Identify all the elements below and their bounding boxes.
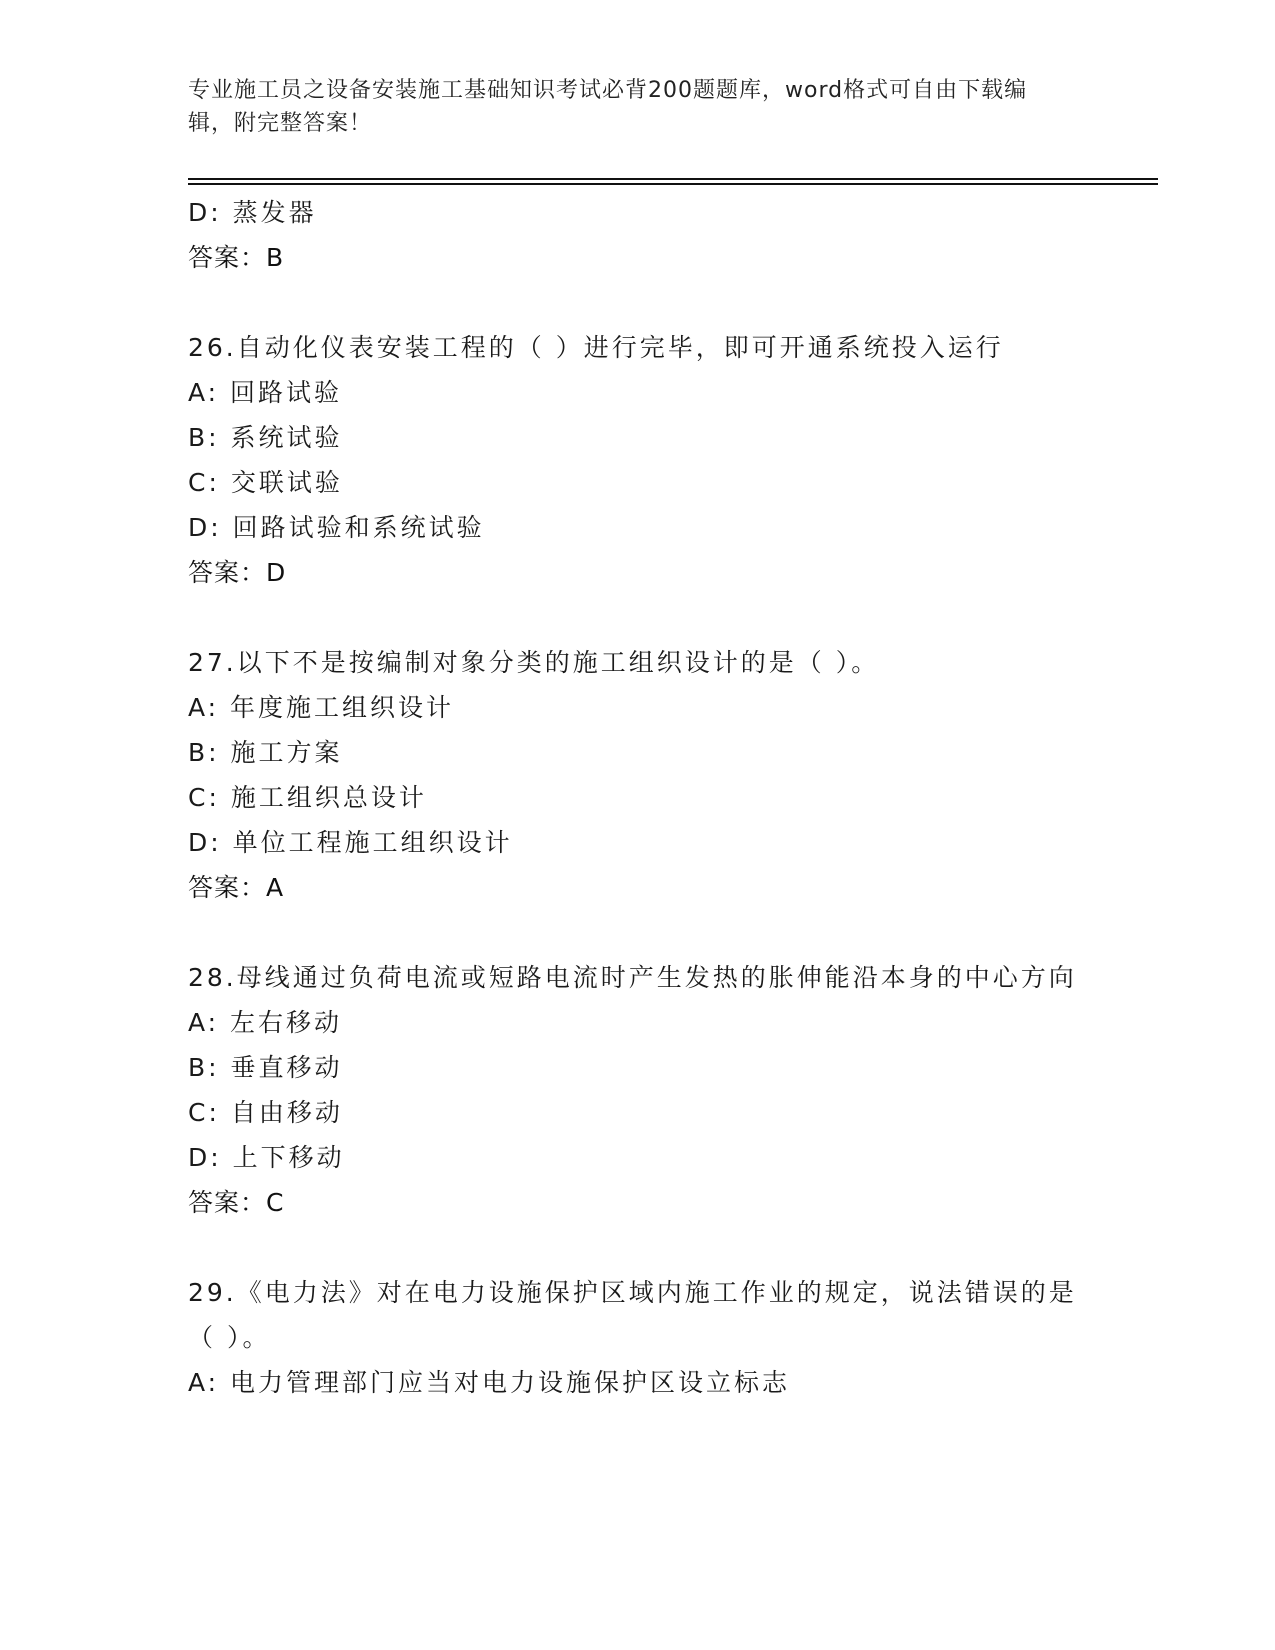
option-c: C: 施工组织总设计 — [188, 783, 427, 812]
option-a: A: 左右移动 — [188, 1008, 343, 1037]
question-stem: 26.自动化仪表安装工程的（ ）进行完毕，即可开通系统投入运行 — [188, 333, 1004, 362]
spacer — [188, 280, 1088, 325]
spacer — [188, 1225, 1088, 1270]
question-stem: 27.以下不是按编制对象分类的施工组织设计的是（ ）。 — [188, 648, 880, 677]
answer-line: 答案：C — [188, 1188, 285, 1217]
option-d: D: 单位工程施工组织设计 — [188, 828, 513, 857]
option-d: D: 上下移动 — [188, 1143, 345, 1172]
option-a: A: 回路试验 — [188, 378, 343, 407]
question-26 — [188, 325, 1088, 595]
option-a: A: 年度施工组织设计 — [188, 693, 455, 722]
question-list — [188, 190, 1088, 1405]
question-27 — [188, 640, 1088, 910]
option-b: B: 垂直移动 — [188, 1053, 343, 1082]
question-25-tail — [188, 190, 1088, 280]
header-rule-top — [188, 178, 1158, 180]
question-stem: 28.母线通过负荷电流或短路电流时产生发热的胀伸能沿本身的中心方向 — [188, 963, 1077, 992]
option-d: D: 蒸发器 — [188, 198, 317, 227]
option-b: B: 施工方案 — [188, 738, 343, 767]
question-29 — [188, 1270, 1088, 1405]
option-c: C: 自由移动 — [188, 1098, 343, 1127]
answer-line: 答案：A — [188, 873, 285, 902]
option-b: B: 系统试验 — [188, 423, 343, 452]
answer-line: 答案：D — [188, 558, 287, 587]
spacer — [188, 910, 1088, 955]
option-d: D: 回路试验和系统试验 — [188, 513, 485, 542]
option-c: C: 交联试验 — [188, 468, 343, 497]
header-rule-bottom — [188, 183, 1158, 185]
option-a: A: 电力管理部门应当对电力设施保护区设立标志 — [188, 1368, 791, 1397]
spacer — [188, 595, 1088, 640]
question-28 — [188, 955, 1088, 1225]
question-stem: 29.《电力法》对在电力设施保护区域内施工作业的规定，说法错误的是（ ）。 — [188, 1278, 1077, 1352]
document-header: 专业施工员之设备安装施工基础知识考试必背200题题库，word格式可自由下载编辑，附完整答案！ — [188, 78, 1028, 136]
answer-line: 答案：B — [188, 243, 285, 272]
